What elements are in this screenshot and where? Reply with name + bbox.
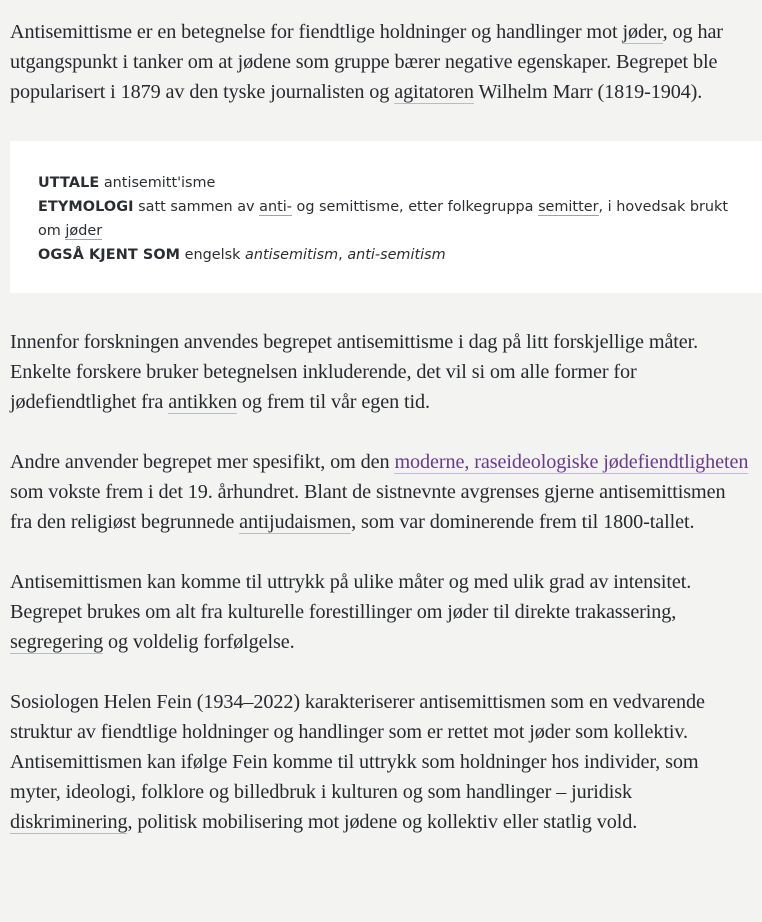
fact-etymologi — [38, 195, 734, 243]
link-joder[interactable]: jøder — [622, 21, 663, 43]
para4-text-2: og voldelig forfølgelse. — [103, 631, 295, 653]
ogsa-text-2: , — [338, 247, 348, 263]
para5-text-1: Sosiologen Helen Fein (1934–2022) karakteriserer antisemittismen som en vedvarende struktur av fiendtlige holdninger og handlinger som er rettet mot jøder som kollektiv. Antisemittismen kan ifølge Fein komme til uttrykk som holdninger hos individer, som myter, ideologi, folklore og billedbruk i kulturen og som handlinger – juridisk — [10, 691, 705, 803]
para4-text-1: Antisemittismen kan komme til uttrykk på ulike måter og med ulik grad av intensitet. Begrepet brukes om alt fra kulturelle forestillinger om jøder til direkte trakassering, — [10, 571, 692, 623]
ogsa-label: OGSÅ KJENT SOM — [38, 247, 181, 263]
fact-box — [10, 141, 762, 293]
para2-text-2: og frem til vår egen tid. — [236, 391, 430, 413]
intro-text-2: , og har utgangspunkt i tanker om at jødene som gruppe bærer negative egenskaper. Begrepet ble popularisert i 1879 av den tyske journalisten og — [10, 21, 723, 103]
ogsa-term-2: anti-semitism — [347, 247, 446, 263]
link-anti[interactable]: anti- — [259, 199, 292, 215]
link-segregering[interactable]: segregering — [10, 631, 104, 653]
intro-text-3: Wilhelm Marr (1819-1904). — [473, 81, 703, 103]
etymologi-text-2: og semittisme, etter folkegruppa — [291, 199, 539, 215]
ogsa-term-1: antisemitism — [245, 247, 339, 263]
ogsa-text-1: engelsk — [184, 247, 246, 263]
para3-text-2: som vokste frem i det 19. århundret. Blant de sistnevnte avgrenses gjerne antisemittismen fra den religiøst begrunnede — [10, 481, 726, 533]
link-antijudaismen[interactable]: antijudaismen — [239, 511, 352, 533]
uttale-label: UTTALE — [38, 175, 100, 191]
link-moderne-raseideologiske[interactable]: moderne, raseideologiske jødefiendtligheten — [394, 451, 749, 473]
intro-paragraph — [10, 0, 752, 107]
link-diskriminering[interactable]: diskriminering — [10, 811, 128, 833]
intro-text-1: Antisemittisme er en betegnelse for fiendtlige holdninger og handlinger mot — [10, 21, 623, 43]
link-semitter[interactable]: semitter — [538, 199, 599, 215]
paragraph-forskning — [10, 327, 752, 417]
link-joder-etymologi[interactable]: jøder — [65, 223, 103, 239]
etymologi-text-1: satt sammen av — [138, 199, 260, 215]
para3-text-3: , som var dominerende frem til 1800-tallet. — [351, 511, 695, 533]
para5-text-2: , politisk mobilisering mot jødene og kollektiv eller statlig vold. — [127, 811, 638, 833]
uttale-value: antisemitt'isme — [103, 175, 216, 191]
para3-text-1: Andre anvender begrepet mer spesifikt, om den — [10, 451, 395, 473]
link-agitatoren[interactable]: agitatoren — [394, 81, 474, 103]
paragraph-uttrykk — [10, 567, 752, 657]
para2-text-1: Innenfor forskningen anvendes begrepet antisemittisme i dag på litt forskjellige måter. Enkelte forskere bruker betegnelsen inkluderende, det vil si om alle former for jødefiendtlighet fra — [10, 331, 699, 413]
fact-ogsa-kjent-som — [38, 243, 734, 267]
paragraph-spesifikt — [10, 447, 752, 537]
fact-uttale — [38, 171, 734, 195]
etymologi-label: ETYMOLOGI — [38, 199, 134, 215]
paragraph-fein — [10, 687, 752, 837]
etymologi-text-3: , i hovedsak brukt om — [38, 199, 729, 239]
link-antikken[interactable]: antikken — [168, 391, 237, 413]
